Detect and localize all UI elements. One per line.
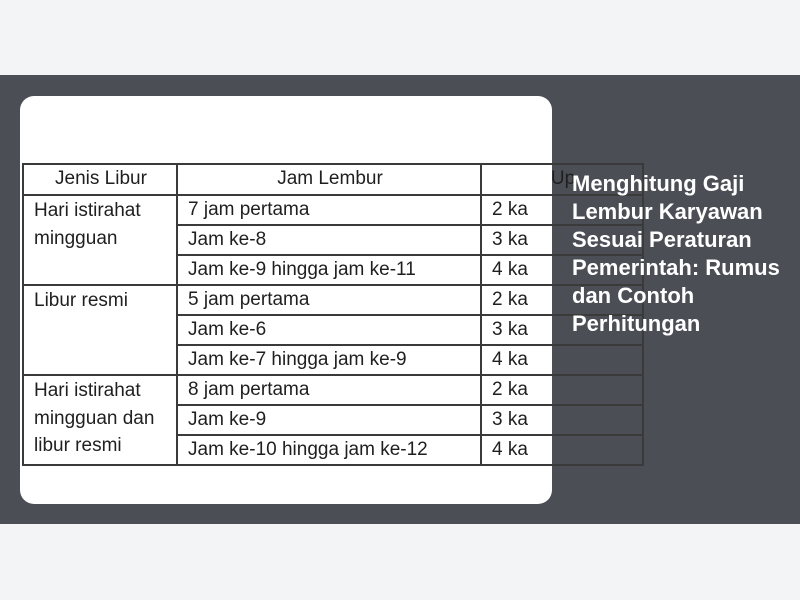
jam-lembur-cell: 7 jam pertama	[177, 195, 481, 225]
jam-lembur-cell: Jam ke-10 hingga jam ke-12	[177, 435, 481, 465]
upah-cell: 2 ka	[481, 375, 643, 405]
jenis-libur-cell: Libur resmi	[23, 285, 177, 375]
jam-lembur-cell: Jam ke-8	[177, 225, 481, 255]
jam-lembur-cell: Jam ke-7 hingga jam ke-9	[177, 345, 481, 375]
jam-lembur-cell: 8 jam pertama	[177, 375, 481, 405]
upah-cell: 4 ka	[481, 435, 643, 465]
header-jenis-libur: Jenis Libur	[23, 164, 177, 195]
upah-cell: 3 ka	[481, 315, 643, 345]
table-row	[23, 195, 643, 225]
article-title[interactable]: Menghitung Gaji Lembur Karyawan Sesuai Peraturan Pemerintah: Rumus dan Contoh Perhitungan	[572, 171, 780, 336]
overtime-table-image	[20, 163, 576, 475]
upah-cell: 4 ka	[481, 345, 643, 375]
jam-lembur-cell: Jam ke-6	[177, 315, 481, 345]
upah-cell: 4 ka	[481, 255, 643, 285]
overtime-rate-table	[22, 163, 644, 466]
header-jam-lembur: Jam Lembur	[177, 164, 481, 195]
jenis-libur-cell: Hari istirahat mingguan	[23, 195, 177, 285]
jam-lembur-cell: 5 jam pertama	[177, 285, 481, 315]
jam-lembur-cell: Jam ke-9	[177, 405, 481, 435]
table-row	[23, 285, 643, 315]
jam-lembur-cell: Jam ke-9 hingga jam ke-11	[177, 255, 481, 285]
upah-cell: 3 ka	[481, 225, 643, 255]
upah-cell: 3 ka	[481, 405, 643, 435]
table-header-row	[23, 164, 643, 195]
upah-cell: 2 ka	[481, 285, 643, 315]
upah-cell: 2 ka	[481, 195, 643, 225]
header-upah: Up	[481, 164, 643, 195]
article-image-card[interactable]	[20, 96, 576, 504]
table-row	[23, 375, 643, 405]
jenis-libur-cell: Hari istirahat mingguan dan libur resmi	[23, 375, 177, 465]
